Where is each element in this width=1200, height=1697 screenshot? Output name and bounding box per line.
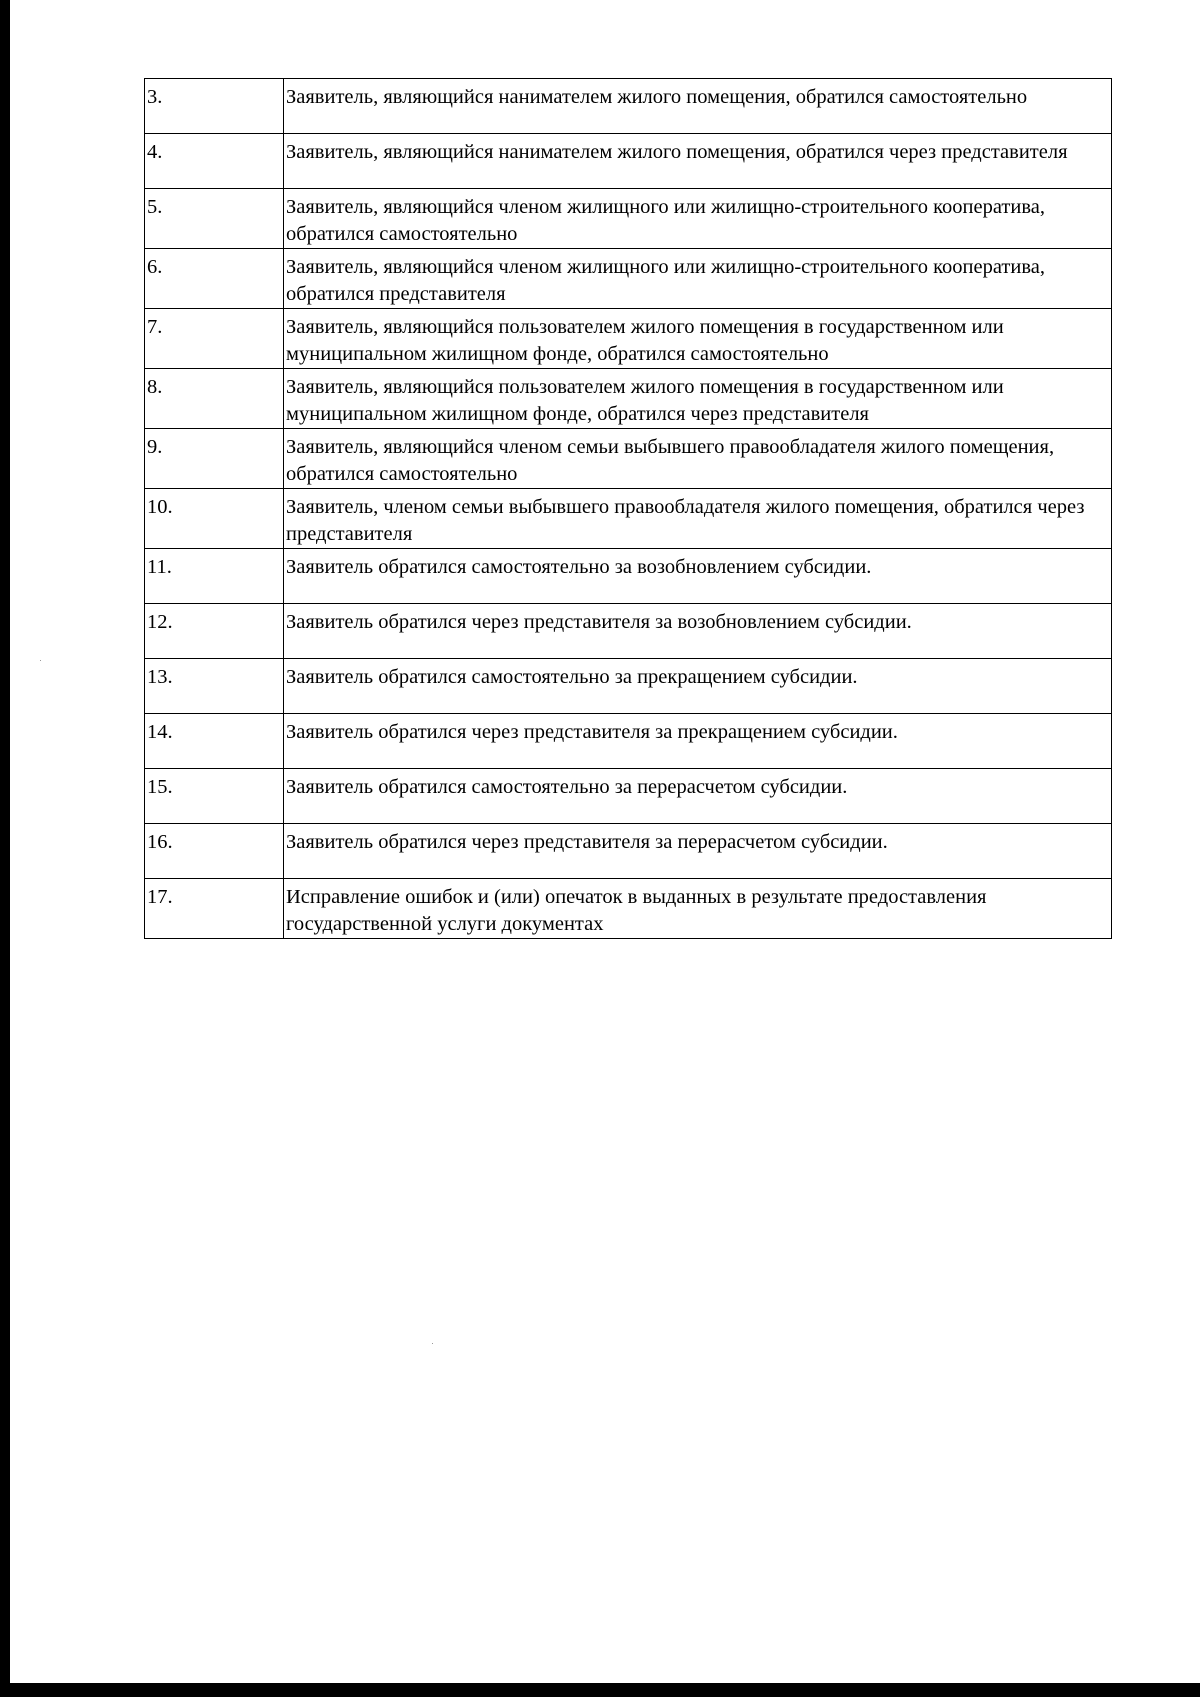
- row-text: Заявитель обратился самостоятельно за возобновлением субсидии.: [284, 549, 1112, 604]
- row-number: 14.: [145, 714, 284, 769]
- scan-edge-left: [0, 0, 10, 1697]
- row-text: Заявитель, являющийся пользователем жилого помещения в государственном или муниципальном жилищном фонде, обратился через представителя: [284, 369, 1112, 429]
- scan-speck: [432, 1343, 433, 1344]
- row-text: Заявитель, являющийся членом жилищного или жилищно-строительного кооператива, обратился представителя: [284, 249, 1112, 309]
- row-number: 11.: [145, 549, 284, 604]
- table-row: [145, 249, 1112, 309]
- row-text: Заявитель обратился через представителя за возобновлением субсидии.: [284, 604, 1112, 659]
- row-text: Заявитель, являющийся нанимателем жилого помещения, обратился через представителя: [284, 134, 1112, 189]
- row-text: Заявитель обратился самостоятельно за перерасчетом субсидии.: [284, 769, 1112, 824]
- table-row: [145, 134, 1112, 189]
- row-text: Заявитель, являющийся нанимателем жилого помещения, обратился самостоятельно: [284, 79, 1112, 134]
- row-number: 12.: [145, 604, 284, 659]
- scan-speck: [40, 660, 41, 661]
- table-row: [145, 604, 1112, 659]
- row-number: 10.: [145, 489, 284, 549]
- row-text: Исправление ошибок и (или) опечаток в выданных в результате предоставления государственной услуги документах: [284, 879, 1112, 939]
- row-text: Заявитель обратился через представителя за перерасчетом субсидии.: [284, 824, 1112, 879]
- table-row: [145, 429, 1112, 489]
- table-row: [145, 309, 1112, 369]
- table-row: [145, 659, 1112, 714]
- table-row: [145, 824, 1112, 879]
- row-number: 7.: [145, 309, 284, 369]
- row-text: Заявитель, являющийся членом семьи выбывшего правообладателя жилого помещения, обратился самостоятельно: [284, 429, 1112, 489]
- table-row: [145, 489, 1112, 549]
- row-text: Заявитель, членом семьи выбывшего правообладателя жилого помещения, обратился через представителя: [284, 489, 1112, 549]
- row-text: Заявитель обратился через представителя за прекращением субсидии.: [284, 714, 1112, 769]
- row-number: 6.: [145, 249, 284, 309]
- row-text: Заявитель обратился самостоятельно за прекращением субсидии.: [284, 659, 1112, 714]
- table-row: [145, 549, 1112, 604]
- table-row: [145, 879, 1112, 939]
- row-text: Заявитель, являющийся членом жилищного или жилищно-строительного кооператива, обратился самостоятельно: [284, 189, 1112, 249]
- table-row: [145, 189, 1112, 249]
- row-number: 16.: [145, 824, 284, 879]
- row-number: 13.: [145, 659, 284, 714]
- row-number: 8.: [145, 369, 284, 429]
- row-number: 4.: [145, 134, 284, 189]
- scan-edge-bottom: [0, 1683, 1200, 1697]
- row-number: 3.: [145, 79, 284, 134]
- row-number: 5.: [145, 189, 284, 249]
- table-row: [145, 79, 1112, 134]
- services-table: [144, 78, 1112, 939]
- row-number: 15.: [145, 769, 284, 824]
- table-row: [145, 714, 1112, 769]
- row-text: Заявитель, являющийся пользователем жилого помещения в государственном или муниципальном жилищном фонде, обратился самостоятельно: [284, 309, 1112, 369]
- table-row: [145, 769, 1112, 824]
- row-number: 9.: [145, 429, 284, 489]
- table-row: [145, 369, 1112, 429]
- row-number: 17.: [145, 879, 284, 939]
